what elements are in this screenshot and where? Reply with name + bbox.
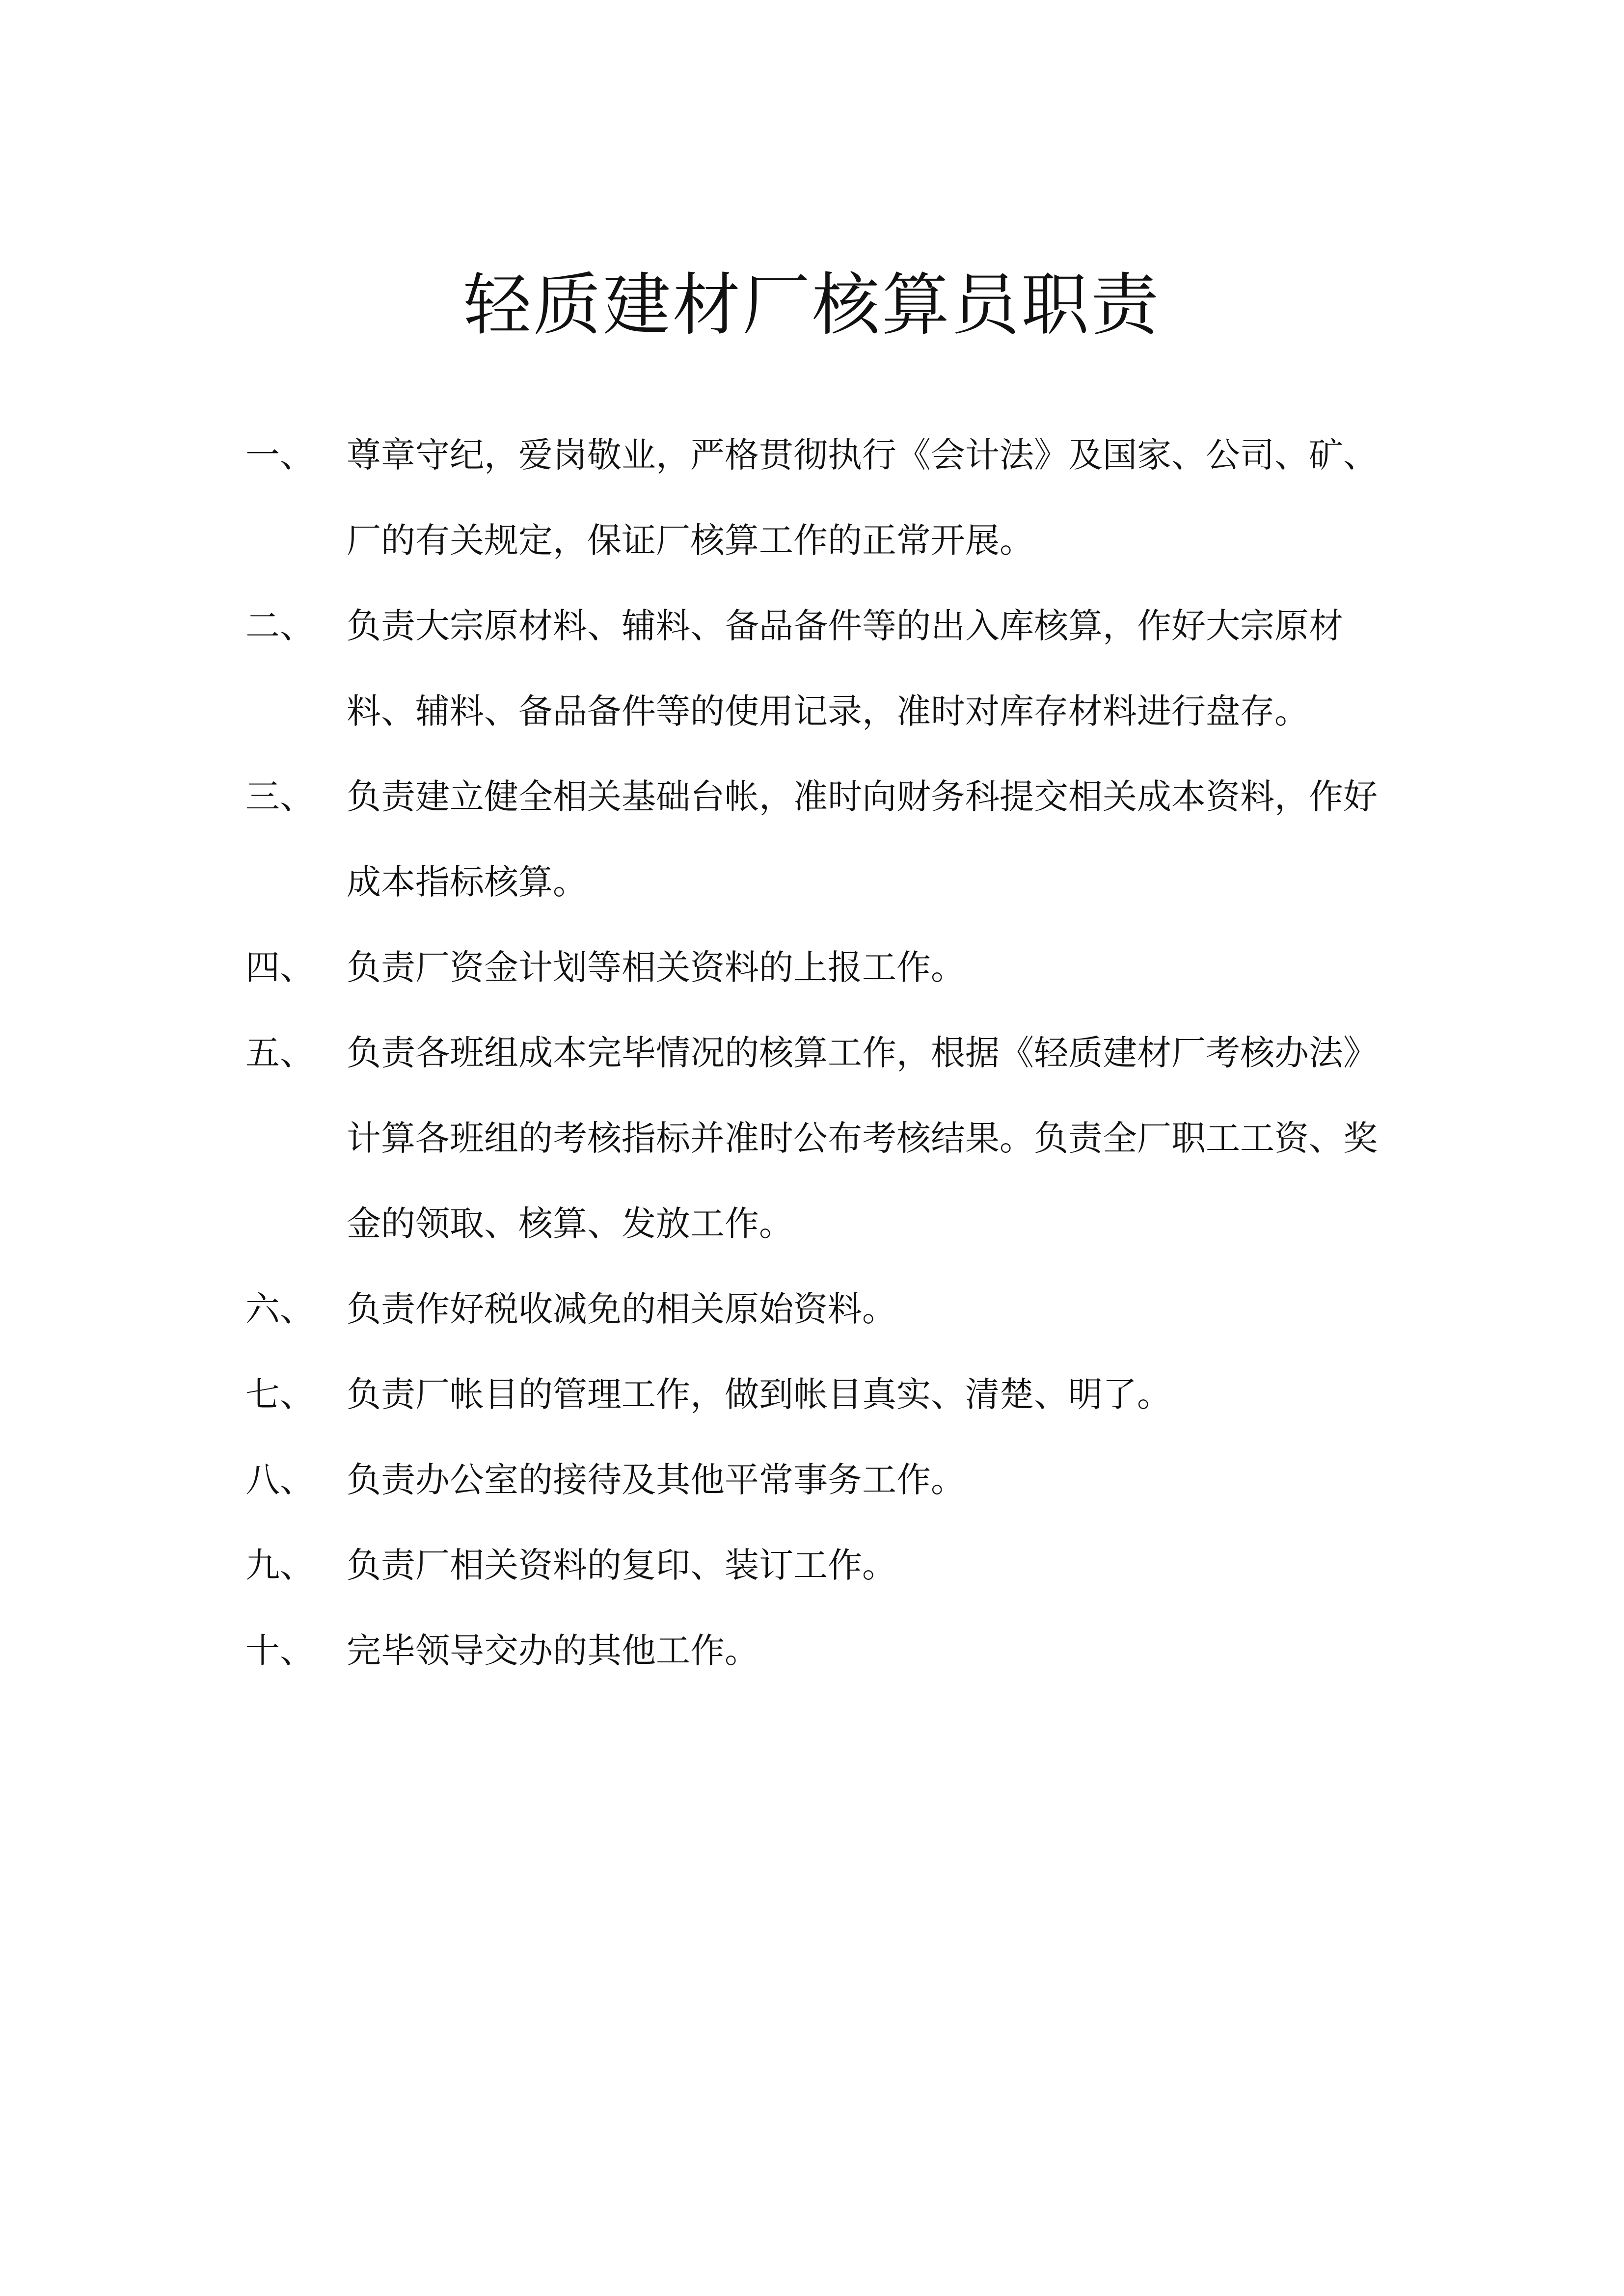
item-text: 完毕领导交办的其他工作。 <box>347 1630 759 1671</box>
list-item <box>245 1352 1394 1437</box>
item-number: 二、 <box>245 606 314 646</box>
item-number: 一、 <box>245 435 314 475</box>
duty-list <box>245 412 1394 1693</box>
list-item <box>245 412 1394 583</box>
item-number: 九、 <box>245 1545 314 1585</box>
item-text: 负责大宗原材料、辅料、备品备件等的出入库核算，作好大宗原材料、辅料、备品备件等的使用记录，准时对库存材料进行盘存。 <box>347 606 1343 731</box>
item-number: 五、 <box>245 1033 314 1073</box>
list-item <box>245 583 1394 754</box>
item-number: 十、 <box>245 1630 314 1671</box>
list-item <box>245 1522 1394 1608</box>
item-number: 四、 <box>245 947 314 988</box>
item-number: 八、 <box>245 1460 314 1500</box>
item-text: 负责厂相关资料的复印、装订工作。 <box>347 1545 896 1585</box>
item-text: 负责各班组成本完毕情况的核算工作，根据《轻质建材厂考核办法》计算各班组的考核指标并准时公布考核结果。负责全厂职工工资、奖金的领取、核算、发放工作。 <box>347 1033 1378 1244</box>
list-item <box>245 925 1394 1010</box>
list-item <box>245 754 1394 925</box>
list-item <box>245 1010 1394 1266</box>
item-text: 尊章守纪，爱岗敬业，严格贯彻执行《会计法》及国家、公司、矿、厂的有关规定，保证厂核算工作的正常开展。 <box>347 435 1378 561</box>
list-item <box>245 1437 1394 1522</box>
list-item <box>245 1608 1394 1693</box>
item-text: 负责建立健全相关基础台帐，准时向财务科提交相关成本资料，作好成本指标核算。 <box>347 776 1378 902</box>
item-text: 负责厂资金计划等相关资料的上报工作。 <box>347 947 965 988</box>
document-title: 轻质建材厂核算员职责 <box>463 266 1161 345</box>
item-number: 七、 <box>245 1374 314 1415</box>
item-number: 六、 <box>245 1289 314 1329</box>
item-number: 三、 <box>245 776 314 817</box>
item-text: 负责作好税收减免的相关原始资料。 <box>347 1289 896 1329</box>
item-text: 负责厂帐目的管理工作，做到帐目真实、清楚、明了。 <box>347 1374 1171 1415</box>
list-item <box>245 1266 1394 1352</box>
item-text: 负责办公室的接待及其他平常事务工作。 <box>347 1460 965 1500</box>
